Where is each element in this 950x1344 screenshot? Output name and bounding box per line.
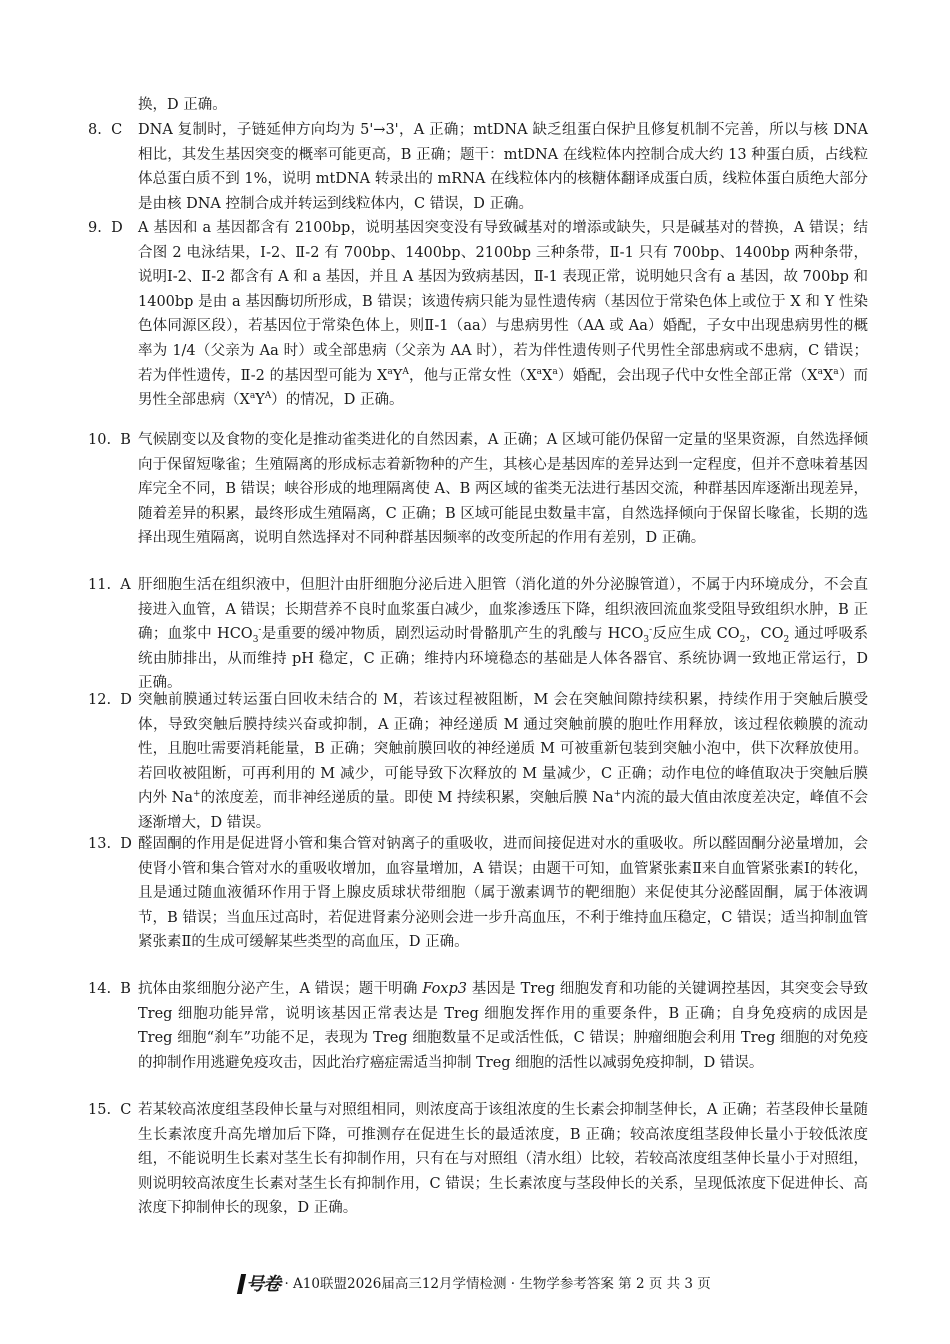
item-number: 11. bbox=[88, 577, 112, 593]
answer-item-12 bbox=[88, 688, 868, 836]
item-answer: D bbox=[120, 836, 132, 852]
continued-text: 换，D 正确。 bbox=[138, 97, 227, 113]
item-answer: D bbox=[120, 692, 132, 708]
item-number: 12. bbox=[88, 692, 112, 708]
page-footer bbox=[0, 1274, 950, 1295]
item-explanation: 醛固酮的作用是促进肾小管和集合管对钠离子的重吸收，进而间接促进对水的重吸收。所以醛固酮分泌量增加，会使肾小管和集合管对水的重吸收增加，血容量增加，A 错误；由题干可知，血管紧张素Ⅱ来自血管紧张素Ⅰ的转化，且是通过随血液循环作用于肾上腺皮质球状带细胞（属于激素调节的靶细胞）来促使其分泌醛固酮，属于体液调节，B 错误；当血压过高时，若促进肾素分泌则会进一步升高血压，不利于维持血压稳定，C 错误；适当抑制血管紧张素Ⅱ的生成可缓解某些类型的高血压，D 正确。 bbox=[138, 836, 868, 951]
answer-item-8 bbox=[88, 118, 868, 216]
item-number: 10. bbox=[88, 432, 112, 448]
item-explanation: 突触前膜通过转运蛋白回收未结合的 M，若该过程被阻断，M 会在突触间隙持续积累，持续作用于突触后膜受体，导致突触后膜持续兴奋或抑制，A 正确；神经递质 M 通过突触前膜的胞吐作用释放，该过程依赖膜的流动性，且胞吐需要消耗能量，B 正确；突触前膜回收的神经递质 M 可被重新包装到突触小泡中，供下次释放使用。若回收被阻断，可再利用的 M 减少，可能导致下次释放的 M 量减少，C 正确；动作电位的峰值取决于突触后膜内外 Na+的浓度差，而非神经递质的量。即使 M 持续积累，突触后膜 Na+内流的最大值由浓度差决定，峰值不会逐渐增大，D 错误。 bbox=[138, 692, 868, 831]
item-explanation: A 基因和 a 基因都含有 2100bp，说明基因突变没有导致碱基对的增添或缺失，只是碱基对的替换，A 错误；结合图 2 电泳结果，Ⅰ-2、Ⅱ-2 有 700bp、1400bp、2100bp 三种条带，Ⅱ-1 只有 700bp、1400bp 两种条带，说明Ⅰ-2、Ⅱ-2 都含有 A 和 a 基因，并且 A 基因为致病基因，Ⅱ-1 表现正常，说明她只含有 a 基因，故 700bp 和 1400bp 是由 a 基因酶切所形成，B 错误；该遗传病只能为显性遗传病（基因位于常染色体上或位于 X 和 Y 性染色体同源区段），若基因位于常染色体上，则Ⅱ-1（aa）与患病男性（AA 或 Aa）婚配，子女中出现患病男性的概率为 1/4（父亲为 Aa 时）或全部患病（父亲为 AA 时），若为伴性遗传则子代男性全部患病或不患病，C 错误；若为伴性遗传，Ⅱ-2 的基因型可能为 $X^aY^A$，他与正常女性$(X^aX^a)$婚配，会出现子代中女性全部正常$(X^aX^a)$而男性全部患病$(X^aY^A)$的情况，D 正确。 bbox=[138, 220, 869, 409]
item-explanation: 若某较高浓度组茎段伸长量与对照组相同，则浓度高于该组浓度的生长素会抑制茎伸长，A 正确；若茎段伸长量随生长素浓度升高先增加后下降，可推测存在促进生长的最适浓度，B 正确；较高浓度组茎段伸长量小于较低浓度组，不能说明生长素对茎生长有抑制作用，只有在与对照组（清水组）比较，若较高浓度组茎伸长量小于对照组，则说明较高浓度生长素对茎生长有抑制作用，C 错误；生长素浓度与茎段伸长的关系，呈现低浓度下促进伸长、高浓度下抑制伸长的现象，D 正确。 bbox=[138, 1102, 868, 1217]
item-explanation: DNA 复制时，子链延伸方向均为 5'→3'，A 正确；mtDNA 缺乏组蛋白保护且修复机制不完善，所以与核 DNA 相比，其发生基因突变的概率可能更高，B 正确；题干：mtDNA 在线粒体内控制合成大约 13 种蛋白质，占线粒体总蛋白质不到 1%，说明 mtDNA 转录出的 mRNA 在线粒体内的核糖体翻译成蛋白质，线粒体蛋白质绝大部分是由核 DNA 控制合成并转运到线粒体内，C 错误，D 正确。 bbox=[138, 122, 868, 212]
footer-text: · A10联盟2026届高三12月学情检测 · 生物学参考答案 第 2 页 共 3 页 bbox=[284, 1276, 711, 1292]
item-explanation: 抗体由浆细胞分泌产生，A 错误；题干明确 Foxp3 基因是 Treg 细胞发育和功能的关键调控基因，其突变会导致 Treg 细胞功能异常，说明该基因正常表达是 Treg 细胞发挥作用的重要条件，B 正确；自身免疫病的成因是 Treg 细胞“刹车”功能不足，表现为 Treg 细胞数量不足或活性低，C 错误；肿瘤细胞会利用 Treg 细胞的对免疫的抑制作用逃避免疫攻击，因此治疗癌症需适当抑制 Treg 细胞的活性以减弱免疫抑制，D 错误。 bbox=[138, 981, 868, 1071]
answer-item-11 bbox=[88, 573, 868, 696]
answer-item-14 bbox=[88, 977, 868, 1075]
item-number: 14. bbox=[88, 981, 112, 997]
item-answer: A bbox=[120, 577, 131, 593]
answer-item-15 bbox=[88, 1098, 868, 1221]
item-answer: B bbox=[120, 981, 131, 997]
item-explanation: 肝细胞生活在组织液中，但胆汁由肝细胞分泌后进入胆管（消化道的外分泌腺管道），不属于内环境成分，不会直接进入血管，A 错误；长期营养不良时血浆蛋白减少，血浆渗透压下降，组织液回流血浆受阻导致组织水肿，B 正确；血浆中 $HCO_3^-$是重要的缓冲物质，剧烈运动时骨骼肌产生的乳酸与 $HCO_3^-$反应生成 $CO_2$，$CO_2$ 通过呼吸系统由肺排出，从而维持 pH 稳定，C 正确；维持内环境稳态的基础是人体各器官、系统协调一致地正常运行，D 正确。 bbox=[138, 577, 868, 692]
item-number: 9. bbox=[88, 220, 102, 236]
item-answer: D bbox=[111, 220, 123, 236]
item-number: 8. bbox=[88, 122, 102, 138]
item-number: 15. bbox=[88, 1102, 112, 1118]
answer-item-9 bbox=[88, 216, 868, 413]
answer-item-13 bbox=[88, 832, 868, 955]
item-answer: B bbox=[120, 432, 131, 448]
item-answer: C bbox=[120, 1102, 132, 1118]
item-answer: C bbox=[111, 122, 123, 138]
publisher-logo: 号卷 bbox=[239, 1274, 280, 1295]
item-explanation: 气候剧变以及食物的变化是推动雀类进化的自然因素，A 正确；A 区域可能仍保留一定量的坚果资源，自然选择倾向于保留短喙雀；生殖隔离的形成标志着新物种的产生，其核心是基因库的差异达到一定程度，但并不意味着基因库完全不同，B 错误；峡谷形成的地理隔离使 A、B 两区域的雀类无法进行基因交流，种群基因库逐渐出现差异，随着差异的积累，最终形成生殖隔离，C 正确；B 区域可能昆虫数量丰富，自然选择倾向于保留长喙雀，长期的选择出现生殖隔离，说明自然选择对不同种群基因频率的改变所起的作用有差别，D 正确。 bbox=[138, 432, 868, 547]
answer-item-10 bbox=[88, 428, 868, 551]
item-number: 13. bbox=[88, 836, 112, 852]
